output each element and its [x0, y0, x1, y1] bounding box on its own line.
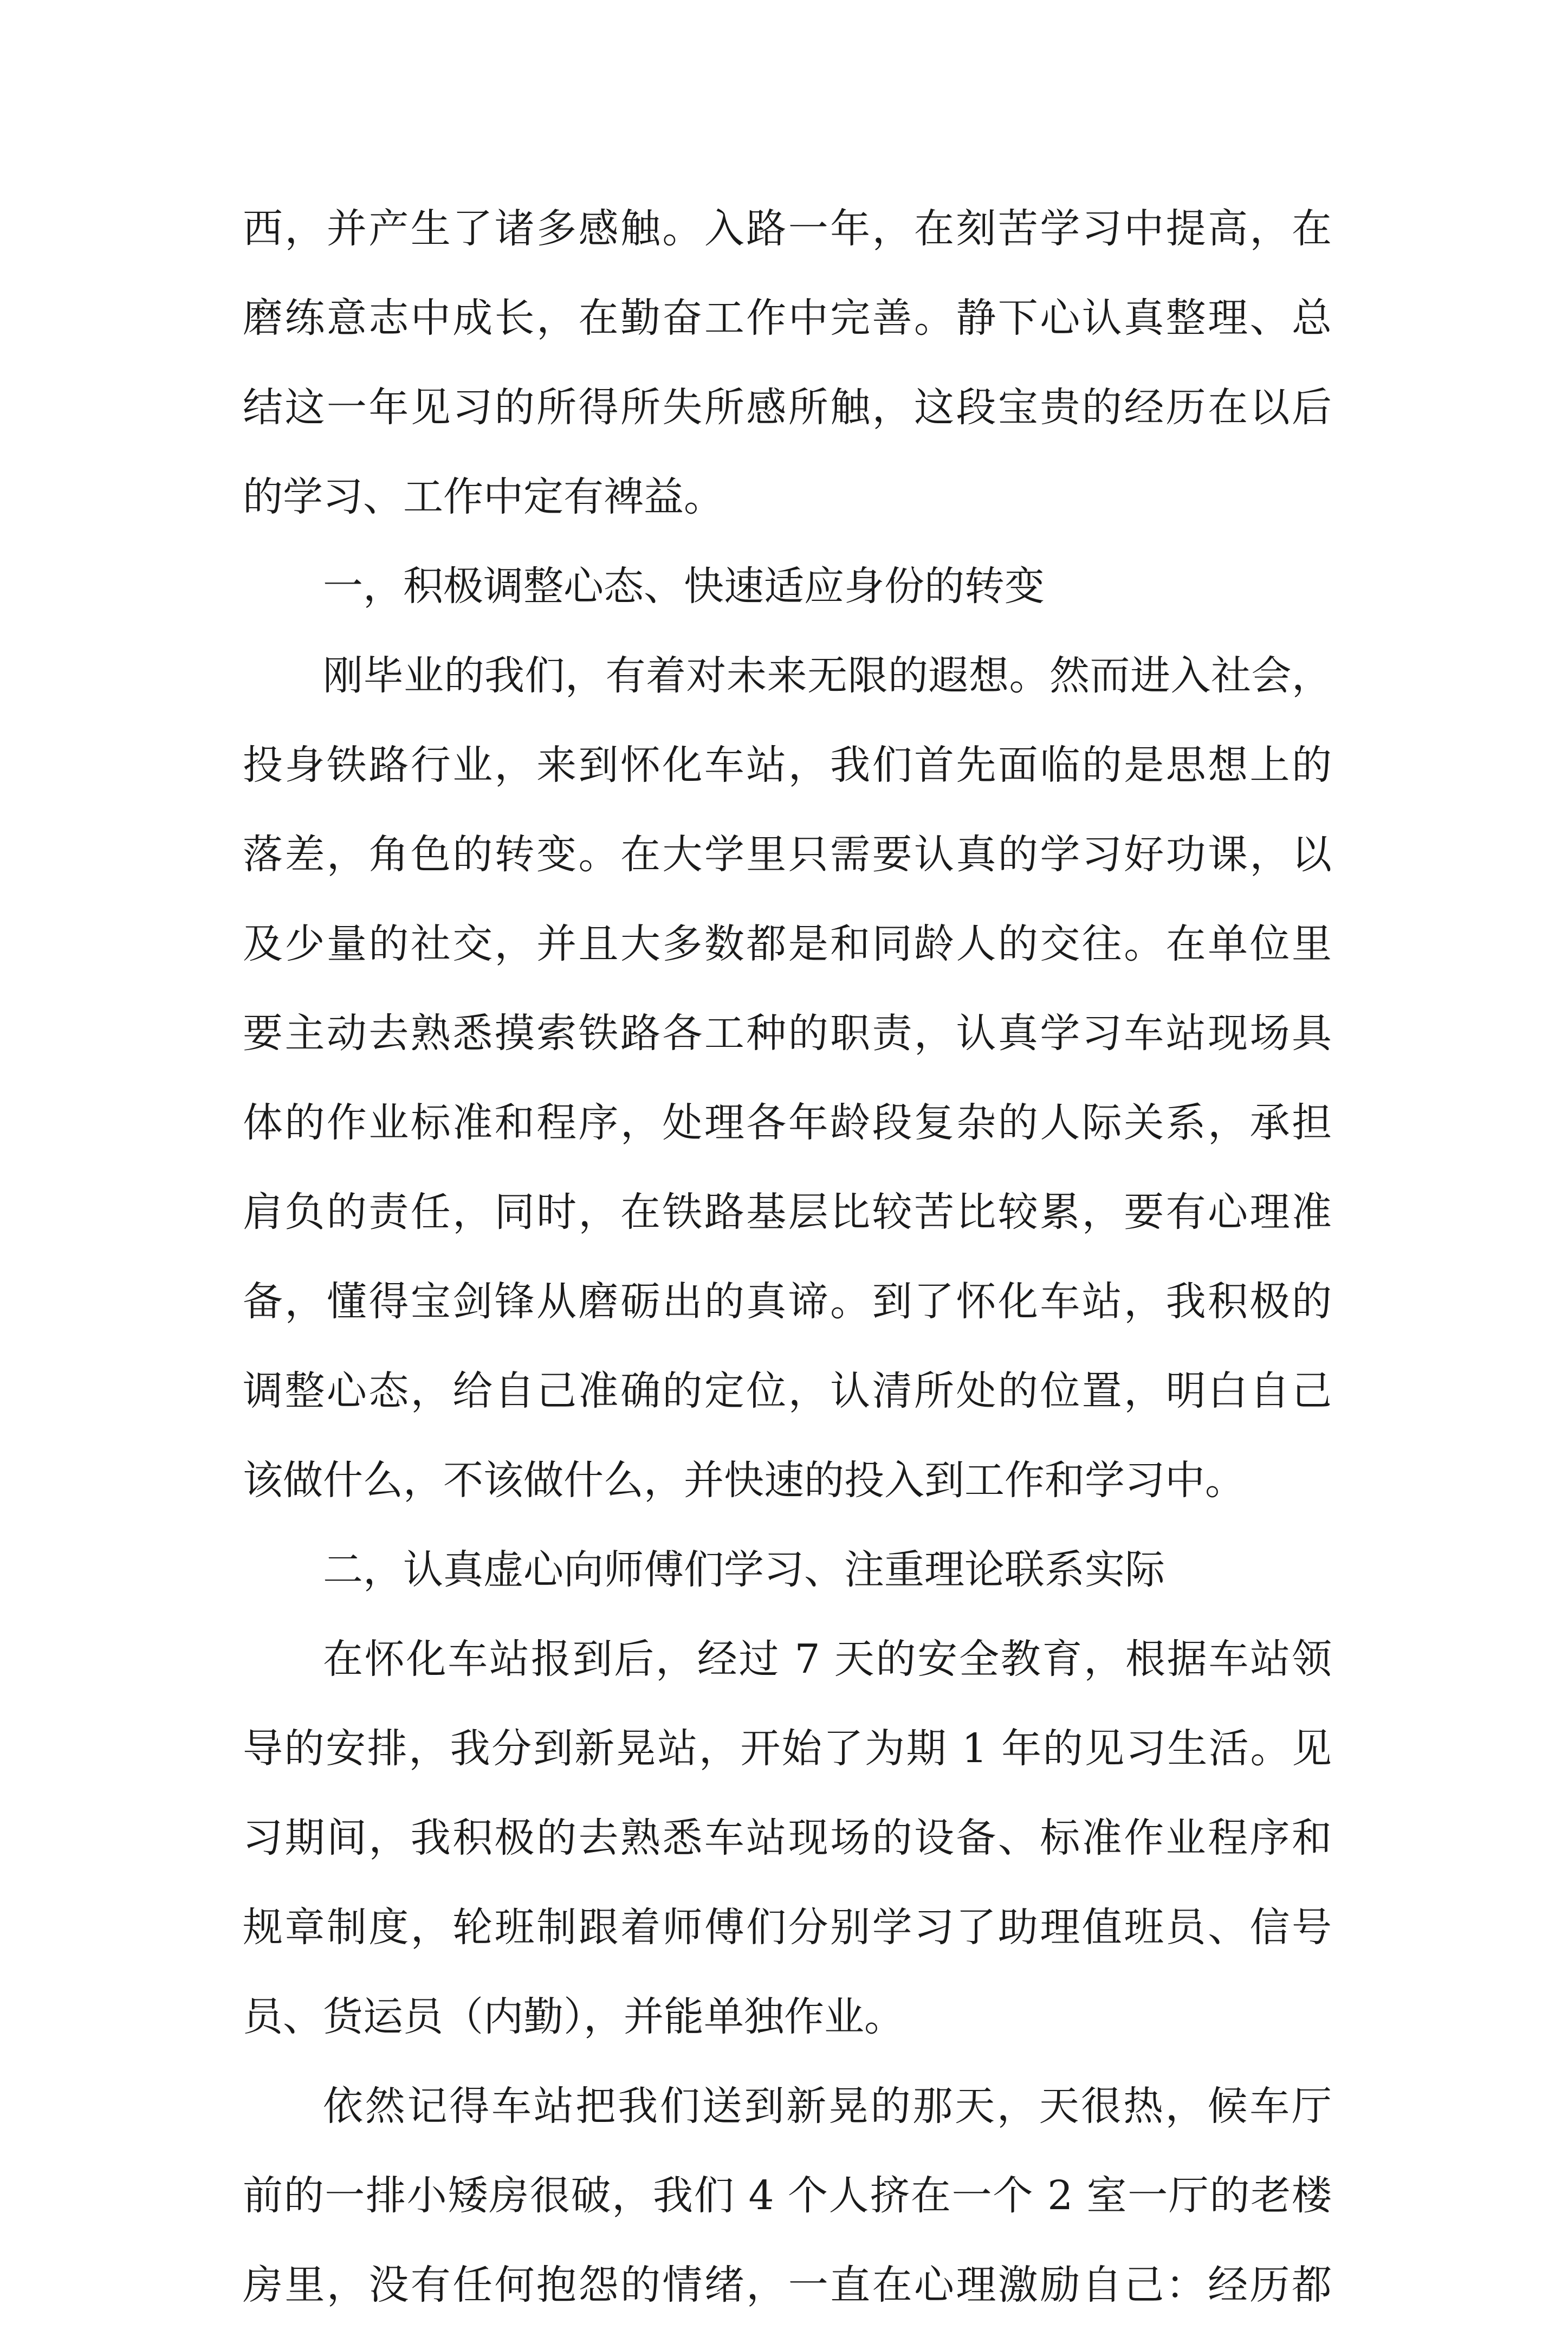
paragraph-line: 备，懂得宝剑锋从磨砺出的真谛。到了怀化车站，我积极的 [243, 1278, 1332, 1325]
body-text [243, 184, 1332, 2330]
paragraph-line: 前的一排小矮房很破，我们 4 个人挤在一个 2 室一厅的老楼 [243, 2172, 1332, 2219]
paragraph-line: 依然记得车站把我们送到新晃的那天，天很热，候车厅 [323, 2083, 1332, 2130]
paragraph-line: 刚毕业的我们，有着对未来无限的遐想。然而进入社会， [323, 652, 1332, 699]
paragraph-line: 投身铁路行业，来到怀化车站，我们首先面临的是思想上的 [243, 742, 1332, 788]
section-heading: 一，积极调整心态、快速适应身份的转变 [323, 563, 1045, 610]
paragraph-line: 西，并产生了诸多感触。入路一年，在刻苦学习中提高，在 [243, 205, 1332, 252]
paragraph-line: 的学习、工作中定有裨益。 [243, 474, 724, 520]
paragraph-line: 肩负的责任，同时，在铁路基层比较苦比较累，要有心理准 [243, 1189, 1332, 1235]
paragraph-line: 习期间，我积极的去熟悉车站现场的设备、标准作业程序和 [243, 1815, 1332, 1861]
paragraph-line: 落差，角色的转变。在大学里只需要认真的学习好功课，以 [243, 831, 1332, 878]
paragraph-line: 导的安排，我分到新晃站，开始了为期 1 年的见习生活。见 [243, 1725, 1332, 1772]
paragraph-line: 磨练意志中成长，在勤奋工作中完善。静下心认真整理、总 [243, 295, 1332, 341]
section-heading: 二，认真虚心向师傅们学习、注重理论联系实际 [323, 1546, 1165, 1593]
paragraph-line: 体的作业标准和程序，处理各年龄段复杂的人际关系，承担 [243, 1099, 1332, 1146]
paragraph-line: 房里，没有任何抱怨的情绪，一直在心理激励自己：经历都 [243, 2262, 1332, 2308]
paragraph-line: 在怀化车站报到后，经过 7 天的安全教育，根据车站领 [323, 1636, 1332, 1682]
paragraph-line: 规章制度，轮班制跟着师傅们分别学习了助理值班员、信号 [243, 1904, 1332, 1951]
paragraph-line: 该做什么，不该做什么，并快速的投入到工作和学习中。 [243, 1457, 1245, 1504]
paragraph-line: 要主动去熟悉摸索铁路各工种的职责，认真学习车站现场具 [243, 1010, 1332, 1057]
paragraph-line: 调整心态，给自己准确的定位，认清所处的位置，明白自己 [243, 1368, 1332, 1414]
paragraph-line: 结这一年见习的所得所失所感所触，这段宝贵的经历在以后 [243, 384, 1332, 431]
paragraph-line: 及少量的社交，并且大多数都是和同龄人的交往。在单位里 [243, 921, 1332, 967]
paragraph-line: 员、货运员（内勤），并能单独作业。 [243, 1994, 904, 2040]
